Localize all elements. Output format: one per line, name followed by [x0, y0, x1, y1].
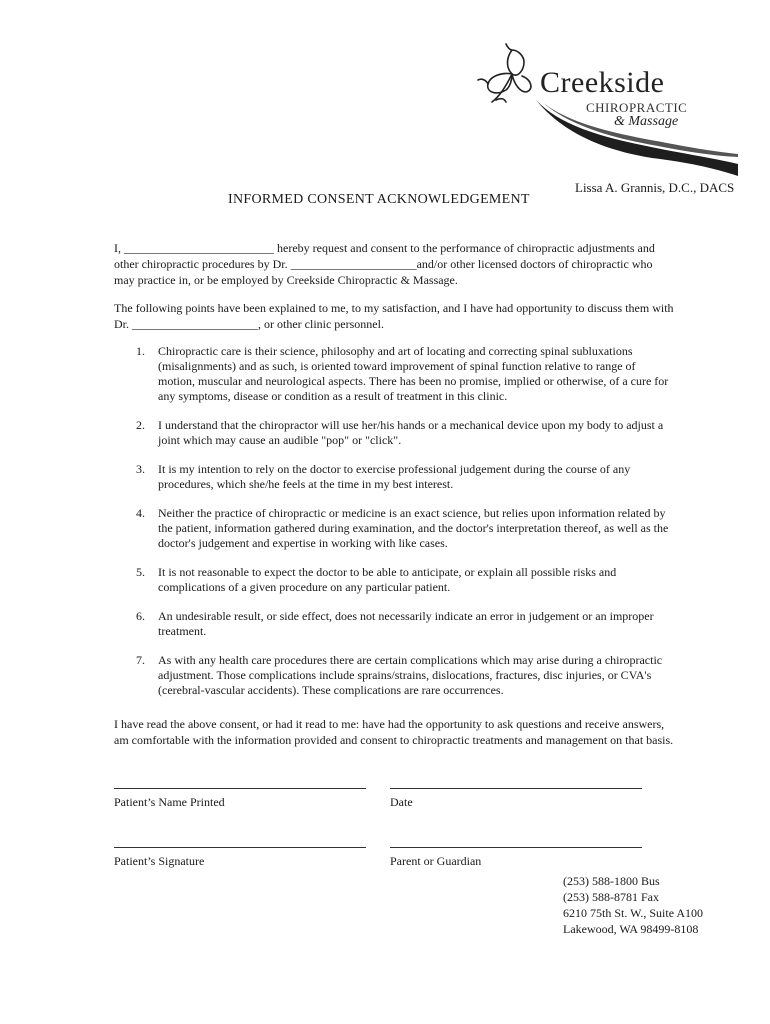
list-item-text: I understand that the chiropractor will use her/his hands or a mechanical device upon my body to adjust a joint which may cause an audible "pop" or "click". — [158, 418, 664, 447]
signature-line — [390, 788, 642, 789]
list-item-text: It is my intention to rely on the doctor to exercise professional judgement during the course of any procedures, which she/he feels at the time in my best interest. — [158, 462, 631, 491]
list-item-text: Neither the practice of chiropractic or medicine is an exact science, but relies upon information related by the patient, information gathered during examination, and the doctor's interpretation thereof, as well as the doctor's judgement and expertise in working with like cases. — [158, 506, 669, 550]
patient-name-label: Patient’s Name Printed — [114, 795, 225, 809]
list-item-number: 2. — [136, 418, 145, 432]
list-item — [114, 653, 674, 698]
list-item-number: 4. — [136, 506, 145, 520]
list-item-text: As with any health care procedures there are certain complications which may arise during a chiropractic adjustment. Those complications include sprains/strains, dislocations, fractures, disc injuries, or CVA's (cerebral-vascular accidents). These complications are rare occurrences. — [158, 653, 663, 697]
list-item-number: 5. — [136, 565, 145, 579]
list-item — [114, 565, 674, 595]
doctor-name: Lissa A. Grannis, D.C., DACS — [575, 180, 735, 195]
contact-city: Lakewood, WA 98499-8108 — [563, 922, 699, 936]
list-item — [114, 462, 674, 492]
list-item-number: 3. — [136, 462, 145, 476]
signature-line — [114, 847, 366, 848]
contact-fax: (253) 588-8781 Fax — [563, 890, 659, 904]
list-item — [114, 418, 674, 448]
points-intro-paragraph: The following points have been explained to me, to my satisfaction, and I have had opportunity to discuss them with Dr. _____________________, or other clinic personnel. — [114, 301, 674, 331]
guardian-label: Parent or Guardian — [390, 854, 482, 868]
signature-line — [114, 788, 366, 789]
list-item-number: 6. — [136, 609, 145, 623]
list-item-text: Chiropractic care is their science, philosophy and art of locating and correcting spinal subluxations (misalignments) and as such, is oriented toward improvement of spinal function relative to range of motion, muscular and neurological aspects. There has been no promise, implied or otherwise, of a cure for any symptoms, disease or condition as a result of treatment in this clinic. — [158, 344, 669, 403]
guardian-signature-field[interactable] — [390, 847, 642, 869]
contact-street: 6210 75th St. W., Suite A100 — [563, 906, 704, 920]
list-item — [114, 609, 674, 639]
document-title: INFORMED CONSENT ACKNOWLEDGEMENT — [228, 192, 530, 207]
consent-intro-paragraph: I, _________________________ hereby request and consent to the performance of chiropractic adjustments and other chiropractic procedures by Dr. _____________________and/or other licensed doctors of chiropractic who may practice in, or be employed by Creekside Chiropractic & Massage. — [114, 241, 655, 287]
clinic-tagline: & Massage — [614, 114, 679, 129]
clinic-subtitle: CHIROPRACTIC — [586, 100, 688, 115]
list-item — [114, 506, 674, 551]
date-field[interactable] — [390, 788, 642, 810]
list-item-number: 7. — [136, 653, 145, 667]
consent-points-list — [114, 344, 674, 698]
contact-block — [563, 873, 703, 937]
patient-signature-field[interactable] — [114, 847, 366, 869]
closing-paragraph: I have read the above consent, or had it read to me: have had the opportunity to ask questions and receive answers, am comfortable with the information provided and consent to chiropractic treatments and management on that basis. — [114, 717, 674, 747]
patient-name-field[interactable] — [114, 788, 366, 810]
date-label: Date — [390, 795, 413, 809]
clinic-logo — [466, 40, 738, 180]
contact-phone: (253) 588-1800 Bus — [563, 874, 660, 888]
patient-signature-label: Patient’s Signature — [114, 854, 205, 868]
clinic-name: Creekside — [540, 66, 665, 99]
list-item — [114, 344, 674, 404]
list-item-number: 1. — [136, 344, 145, 358]
list-item-text: It is not reasonable to expect the doctor to be able to anticipate, or explain all possible risks and complications of a given procedure on any particular patient. — [158, 565, 617, 594]
list-item-text: An undesirable result, or side effect, does not necessarily indicate an error in judgement or an improper treatment. — [158, 609, 654, 638]
signature-line — [390, 847, 642, 848]
